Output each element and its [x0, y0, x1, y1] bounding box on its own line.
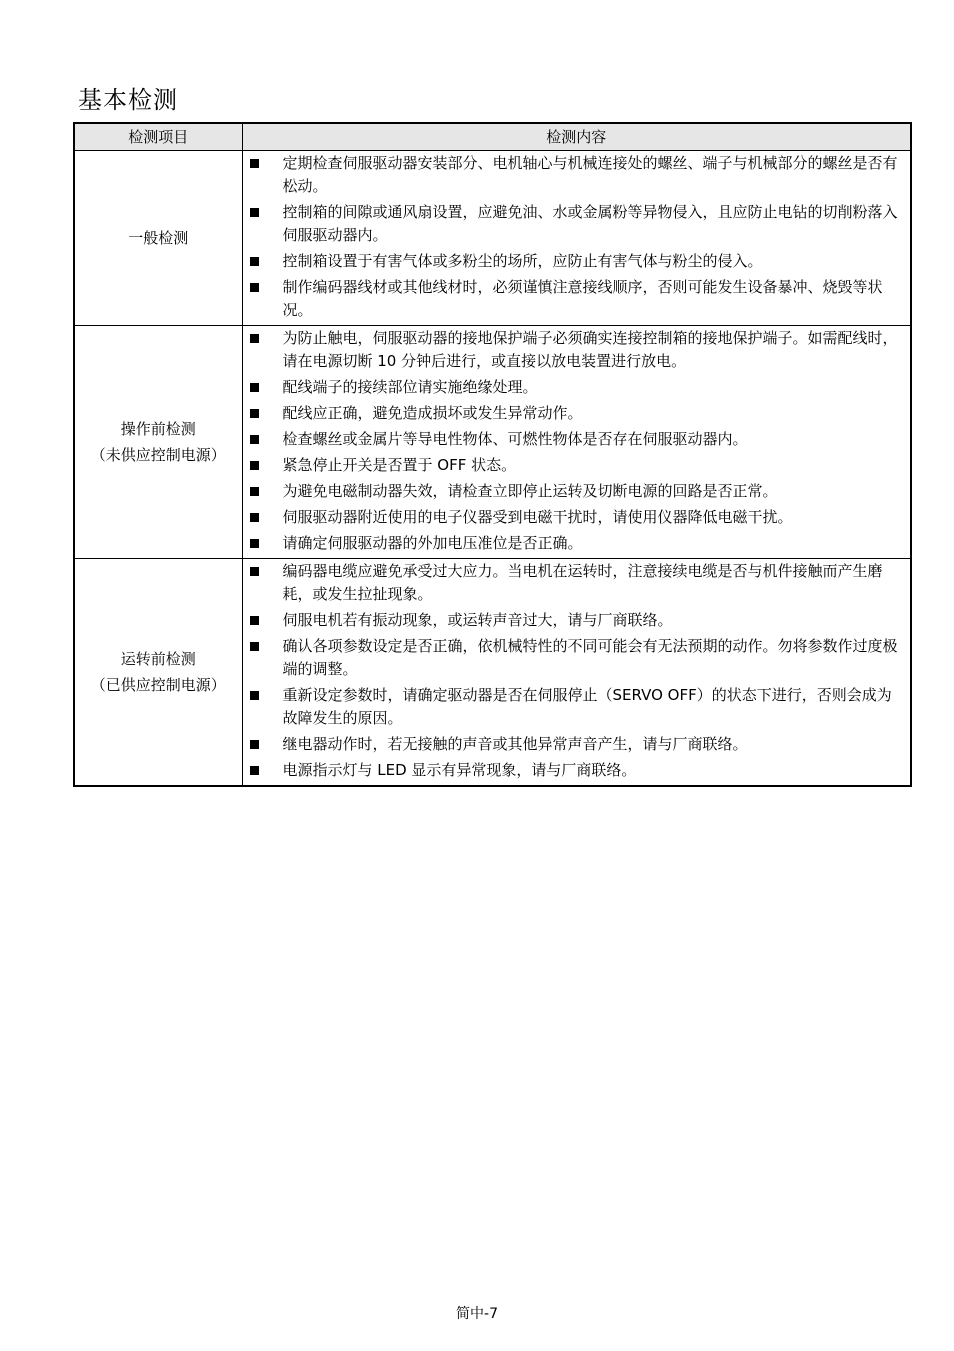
square-bullet-icon [250, 567, 259, 576]
square-bullet-icon [250, 513, 259, 522]
row-content-cell [242, 151, 911, 326]
table-header-row [74, 123, 911, 151]
row-content-cell [242, 326, 911, 559]
table-row-pre-operation [74, 326, 911, 559]
square-bullet-icon [250, 334, 259, 343]
list-item: 电源指示灯与 LED 显示有异常现象，请与厂商联络。 [247, 759, 907, 782]
square-bullet-icon [250, 642, 259, 651]
list-item: 继电器动作时，若无接触的声音或其他异常声音产生，请与厂商联络。 [247, 733, 907, 756]
inspection-table [73, 122, 912, 787]
bullet-list [247, 152, 907, 322]
square-bullet-icon [250, 616, 259, 625]
list-item: 为避免电磁制动器失效，请检查立即停止运转及切断电源的回路是否正常。 [247, 480, 907, 503]
header-check-content: 检测内容 [242, 123, 911, 151]
list-item: 重新设定参数时，请确定驱动器是否在伺服停止（SERVO OFF）的状态下进行，否则会成为故障发生的原因。 [247, 684, 907, 730]
row-item-cell [74, 559, 242, 787]
row-item-cell [74, 326, 242, 559]
list-item: 配线端子的接续部位请实施绝缘处理。 [247, 376, 907, 399]
row-item-name: 操作前检测 [120, 420, 196, 438]
row-item-condition: （已供应控制电源） [90, 676, 226, 694]
square-bullet-icon [250, 435, 259, 444]
bullet-list [247, 327, 907, 555]
list-item: 配线应正确，避免造成损坏或发生异常动作。 [247, 402, 907, 425]
table-row-general [74, 151, 911, 326]
list-item: 紧急停止开关是否置于 OFF 状态。 [247, 454, 907, 477]
square-bullet-icon [250, 257, 259, 266]
list-item: 制作编码器线材或其他线材时，必须谨慎注意接线顺序，否则可能发生设备暴冲、烧毁等状况。 [247, 276, 907, 322]
row-content-cell [242, 559, 911, 787]
row-item-cell [74, 151, 242, 326]
square-bullet-icon [250, 691, 259, 700]
square-bullet-icon [250, 208, 259, 217]
page-title: 基本检测 [78, 86, 178, 114]
row-item-condition: （未供应控制电源） [90, 446, 226, 464]
square-bullet-icon [250, 487, 259, 496]
square-bullet-icon [250, 740, 259, 749]
list-item: 为防止触电，伺服驱动器的接地保护端子必须确实连接控制箱的接地保护端子。如需配线时，请在电源切断 10 分钟后进行，或直接以放电装置进行放电。 [247, 327, 907, 373]
list-item: 编码器电缆应避免承受过大应力。当电机在运转时，注意接续电缆是否与机件接触而产生磨耗，或发生拉扯现象。 [247, 560, 907, 606]
square-bullet-icon [250, 461, 259, 470]
list-item: 伺服电机若有振动现象，或运转声音过大，请与厂商联络。 [247, 609, 907, 632]
bullet-list [247, 560, 907, 782]
square-bullet-icon [250, 159, 259, 168]
row-item-name: 运转前检测 [120, 650, 196, 668]
page-number: 简中-7 [456, 1306, 498, 1322]
list-item: 确认各项参数设定是否正确，依机械特性的不同可能会有无法预期的动作。勿将参数作过度极端的调整。 [247, 635, 907, 681]
list-item: 控制箱的间隙或通风扇设置，应避免油、水或金属粉等异物侵入，且应防止电钻的切削粉落入伺服驱动器内。 [247, 201, 907, 247]
header-check-item: 检测项目 [74, 123, 242, 151]
list-item: 检查螺丝或金属片等导电性物体、可燃性物体是否存在伺服驱动器内。 [247, 428, 907, 451]
square-bullet-icon [250, 383, 259, 392]
list-item: 伺服驱动器附近使用的电子仪器受到电磁干扰时，请使用仪器降低电磁干扰。 [247, 506, 907, 529]
list-item: 请确定伺服驱动器的外加电压准位是否正确。 [247, 532, 907, 555]
list-item: 定期检查伺服驱动器安装部分、电机轴心与机械连接处的螺丝、端子与机械部分的螺丝是否有松动。 [247, 152, 907, 198]
row-item-name: 一般检测 [128, 229, 189, 247]
list-item: 控制箱设置于有害气体或多粉尘的场所，应防止有害气体与粉尘的侵入。 [247, 250, 907, 273]
square-bullet-icon [250, 539, 259, 548]
table-row-pre-run [74, 559, 911, 787]
square-bullet-icon [250, 409, 259, 418]
square-bullet-icon [250, 283, 259, 292]
square-bullet-icon [250, 766, 259, 775]
